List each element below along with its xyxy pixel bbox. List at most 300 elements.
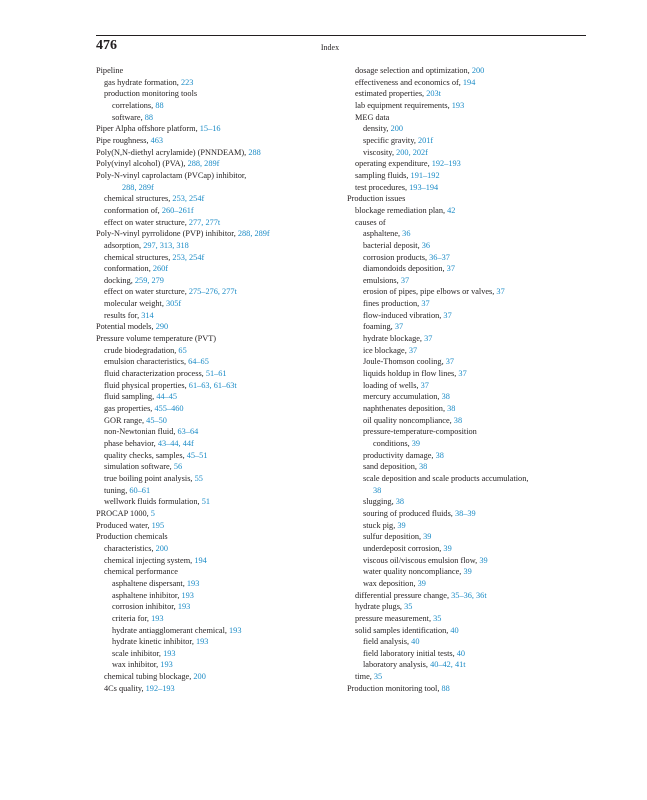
index-term: stuck pig,: [363, 520, 398, 530]
index-entry: [96, 590, 339, 602]
page-reference-link[interactable]: 35: [373, 672, 383, 682]
page-reference-link[interactable]: 56: [173, 462, 183, 472]
index-term: slugging,: [363, 497, 396, 507]
index-entry: [347, 65, 590, 77]
index-term: loading of wells,: [363, 380, 421, 390]
index-entry: [347, 147, 590, 159]
index-entry: [347, 275, 590, 287]
page-reference-link[interactable]: 200: [155, 543, 169, 553]
index-entry: [347, 368, 590, 380]
index-term: foaming,: [363, 322, 395, 332]
index-entry: [347, 228, 590, 240]
page-reference-link[interactable]: 61–63, 61–63t: [188, 380, 237, 390]
page-reference-link[interactable]: 253, 254f: [172, 252, 205, 262]
index-entry: [347, 298, 590, 310]
page-reference-link[interactable]: 194: [194, 555, 207, 565]
page-reference-link[interactable]: 37: [400, 275, 410, 285]
page-reference-link[interactable]: 200: [193, 672, 206, 682]
index-term: mercury accumulation,: [363, 392, 442, 402]
index-entry: [96, 555, 339, 567]
page-reference-link[interactable]: 39: [423, 532, 432, 542]
index-term: wax deposition,: [363, 578, 418, 588]
header-rule: [96, 35, 586, 36]
index-term: estimated properties,: [355, 89, 427, 99]
page-reference-link[interactable]: 290: [155, 322, 169, 332]
index-term: test procedures,: [355, 182, 410, 192]
index-term: souring of produced fluids,: [363, 508, 455, 518]
index-term: chemical structures,: [104, 252, 173, 262]
index-term: time,: [355, 672, 374, 682]
index-term: PROCAP 1000,: [96, 508, 151, 518]
index-entry: [347, 100, 590, 112]
index-term: chemical performance: [104, 567, 178, 577]
page-reference-link[interactable]: 88: [155, 100, 164, 110]
index-entry: [347, 578, 590, 590]
index-entry: [96, 65, 339, 77]
page-reference-link[interactable]: 40: [456, 648, 466, 658]
index-entry: [96, 659, 339, 671]
page-reference-link[interactable]: 253, 254f: [172, 194, 205, 204]
index-entry: [347, 415, 590, 427]
page-reference-link[interactable]: 201f: [417, 135, 434, 145]
page-reference-link[interactable]: 35: [404, 602, 413, 612]
index-term: 4Cs quality,: [104, 683, 146, 693]
index-term: correlations,: [112, 100, 156, 110]
page-reference-link[interactable]: 65: [178, 345, 187, 355]
page-reference-link[interactable]: 193: [160, 660, 173, 670]
index-entry: [96, 380, 339, 392]
page-reference-link[interactable]: 15–16: [199, 124, 221, 134]
page-reference-link[interactable]: 297, 313, 318: [143, 240, 189, 250]
page-reference-link[interactable]: 223: [180, 77, 194, 87]
page-reference-link[interactable]: 38: [395, 497, 405, 507]
index-term: naphthenates deposition,: [363, 404, 448, 414]
page-reference-link[interactable]: 193: [177, 602, 191, 612]
index-entry: [347, 438, 590, 450]
index-entry: [347, 531, 590, 543]
index-entry: [347, 543, 590, 555]
index-term: conformation,: [104, 264, 153, 274]
index-entry: [96, 496, 339, 508]
index-entry: [96, 671, 339, 683]
index-entry: [347, 403, 590, 415]
index-term: corrosion inhibitor,: [112, 602, 178, 612]
index-entry: [96, 636, 339, 648]
page-reference-link[interactable]: 37: [394, 322, 404, 332]
index-term: conformation of,: [104, 205, 162, 215]
index-term: emulsions,: [363, 275, 401, 285]
index-entry: [347, 240, 590, 252]
page-reference-link[interactable]: 195: [151, 520, 165, 530]
page-reference-link[interactable]: 38–39: [454, 508, 476, 518]
index-term: sulfur deposition,: [363, 532, 424, 542]
index-term: Pipeline: [96, 66, 124, 75]
index-term: Poly(N,N-diethyl acrylamide) (PNNDEAM),: [96, 147, 249, 157]
index-entry: [96, 263, 339, 275]
index-entry: [347, 566, 590, 578]
index-term: viscosity,: [363, 147, 397, 157]
page-reference-link[interactable]: 37: [421, 299, 430, 309]
page-reference-link[interactable]: 45–50: [146, 415, 167, 425]
index-term: asphaltene dispersant,: [112, 578, 187, 588]
index-term: erosion of pipes, pipe elbows or valves,: [363, 287, 497, 297]
index-entry: [347, 263, 590, 275]
index-term: conditions,: [373, 439, 412, 448]
index-term: flow-induced vibration,: [363, 310, 444, 320]
index-term: Pipe roughness,: [96, 135, 151, 145]
index-entry: [96, 135, 339, 147]
page-reference-link[interactable]: 260–261f: [161, 205, 194, 215]
page-reference-link[interactable]: 193: [186, 578, 200, 588]
page-reference-link[interactable]: 193: [229, 625, 242, 635]
index-term: effect on water structure,: [104, 217, 189, 227]
index-term: hydrate antiagglomerant chemical,: [112, 625, 230, 635]
index-term: water quality noncompliance,: [363, 567, 464, 577]
index-entry: [347, 356, 590, 368]
index-term: software,: [112, 112, 145, 122]
index-term: Production monitoring tool,: [347, 683, 442, 693]
page-reference-link[interactable]: 37: [443, 310, 452, 320]
index-entry: [96, 578, 339, 590]
index-entry: [96, 240, 339, 252]
page-reference-link[interactable]: 39: [397, 520, 406, 530]
index-entry: [347, 170, 590, 182]
page-reference-link[interactable]: 43–44, 44f: [157, 439, 194, 448]
index-entry: [96, 426, 339, 438]
index-entry: [96, 613, 339, 625]
index-entry: [96, 403, 339, 415]
index-entry: [347, 590, 590, 602]
index-term: ice blockage,: [363, 345, 409, 355]
index-entry: [347, 520, 590, 532]
index-entry: [96, 100, 339, 112]
index-entry: [96, 520, 339, 532]
index-entry: [347, 77, 590, 89]
page-reference-link[interactable]: 39: [417, 578, 426, 588]
index-term: pressure-temperature-composition: [363, 427, 477, 437]
index-entry: [347, 636, 590, 648]
index-entry: [96, 170, 339, 182]
index-entry: [347, 345, 590, 357]
page-reference-link[interactable]: 39: [479, 555, 488, 565]
page-reference-link[interactable]: 275–276, 277t: [188, 287, 237, 297]
index-entry: [96, 566, 339, 578]
index-entry: [96, 531, 339, 543]
page-reference-link[interactable]: 36–37: [429, 252, 450, 262]
index-term: liquids holdup in flow lines,: [363, 369, 459, 379]
page-reference-link[interactable]: 37: [458, 369, 467, 379]
index-term: solid samples identification,: [355, 625, 451, 635]
index-entry: [347, 252, 590, 264]
page-reference-link[interactable]: 38: [441, 392, 450, 402]
page-reference-link[interactable]: 288, 289f: [122, 182, 154, 192]
page-reference-link[interactable]: 38: [453, 415, 463, 425]
page-reference-link[interactable]: 36: [402, 229, 411, 239]
index-entry: [347, 205, 590, 217]
index-term: chemical structures,: [104, 194, 173, 204]
index-entry: [347, 473, 590, 485]
page-reference-link[interactable]: 88: [441, 683, 450, 693]
page-reference-link[interactable]: 51: [201, 497, 210, 507]
index-term: fluid sampling,: [104, 392, 157, 402]
index-entry: [347, 391, 590, 403]
page-reference-link[interactable]: 193–194: [409, 182, 439, 192]
page-reference-link[interactable]: 39: [411, 439, 421, 448]
index-entry: [96, 286, 339, 298]
index-term: Production chemicals: [96, 532, 168, 542]
index-entry: [347, 123, 590, 135]
index-entry: [347, 671, 590, 683]
index-term: gas hydrate formation,: [104, 77, 181, 87]
page-reference-link[interactable]: 55: [194, 473, 203, 483]
index-entry: [96, 543, 339, 555]
index-term: docking,: [104, 275, 135, 285]
index-term: hydrate kinetic inhibitor,: [112, 637, 196, 647]
index-term: chemical injecting system,: [104, 555, 195, 565]
page-reference-link[interactable]: 40: [411, 637, 420, 647]
index-term: GOR range,: [104, 415, 147, 425]
index-entry: [96, 391, 339, 403]
index-term: operating expenditure,: [355, 159, 432, 169]
index-entry: [96, 193, 339, 205]
page-reference-link[interactable]: 193: [181, 590, 194, 600]
index-term: differential pressure change,: [355, 590, 452, 600]
page-reference-link[interactable]: 35: [433, 613, 442, 623]
page-reference-link[interactable]: 259, 279: [134, 275, 164, 285]
index-entry: [96, 345, 339, 357]
page-reference-link[interactable]: 37: [408, 345, 418, 355]
index-term: tuning,: [104, 485, 130, 495]
running-head: Index: [320, 43, 340, 52]
index-term: Piper Alpha offshore platform,: [96, 124, 200, 134]
index-entry: [347, 380, 590, 392]
page-reference-link[interactable]: 288, 289f: [237, 229, 270, 239]
page-reference-link[interactable]: 193: [163, 648, 176, 658]
index-entry: [96, 485, 339, 497]
index-entry: [96, 356, 339, 368]
page-reference-link[interactable]: 463: [150, 135, 164, 145]
index-term: results for,: [104, 310, 142, 320]
page-number: 476: [96, 38, 117, 53]
page-reference-link[interactable]: 39: [463, 567, 472, 577]
page-reference-link[interactable]: 191–192: [410, 170, 440, 180]
index-term: true boiling point analysis,: [104, 473, 195, 483]
index-entry: [347, 555, 590, 567]
page-reference-link[interactable]: 40–42, 41t: [430, 660, 466, 670]
index-term: scale deposition and scale products accumulation,: [363, 473, 529, 483]
index-entry: [347, 508, 590, 520]
page-reference-link[interactable]: 37: [446, 264, 455, 274]
index-term: wax inhibitor,: [112, 660, 161, 670]
index-entry: [347, 217, 590, 229]
index-term: characteristics,: [104, 543, 156, 553]
index-entry: [347, 496, 590, 508]
index-term: simulation software,: [104, 462, 174, 472]
index-entry: [96, 252, 339, 264]
index-entry: [347, 182, 590, 194]
index-term: pressure measurement,: [355, 613, 434, 623]
index-term: Poly-N-vinyl caprolactam (PVCap) inhibitor,: [96, 170, 247, 180]
index-term: causes of: [355, 217, 386, 227]
page-reference-link[interactable]: 39: [443, 543, 452, 553]
index-term: field laboratory initial tests,: [363, 648, 457, 658]
page-reference-link[interactable]: 40: [450, 625, 459, 635]
index-term: emulsion characteristics,: [104, 357, 189, 367]
index-term: hydrate plugs,: [355, 602, 405, 612]
index-term: lab equipment requirements,: [355, 100, 452, 110]
index-term: Potential models,: [96, 322, 156, 332]
page-reference-link[interactable]: 193: [196, 637, 209, 647]
index-term: crude biodegradation,: [104, 345, 179, 355]
page-reference-link[interactable]: 51–61: [205, 369, 227, 379]
index-entry: [347, 601, 590, 613]
index-entry: [96, 473, 339, 485]
index-entry: [347, 683, 590, 695]
index-term: effectiveness and economics of,: [355, 77, 463, 87]
index-term: diamondoids deposition,: [363, 264, 447, 274]
index-term: Pressure volume temperature (PVT): [96, 334, 217, 344]
index-term: blockage remediation plan,: [355, 205, 448, 215]
page-reference-link[interactable]: 63–64: [177, 427, 199, 437]
index-entry: [347, 310, 590, 322]
index-entry: [96, 321, 339, 333]
index-term: fluid physical properties,: [104, 380, 189, 390]
page-reference-link[interactable]: 455–460: [154, 404, 184, 414]
page-reference-link[interactable]: 200: [471, 66, 485, 75]
index-term: Poly(vinyl alcohol) (PVA),: [96, 159, 188, 169]
index-term: quality checks, samples,: [104, 450, 187, 460]
page-reference-link[interactable]: 44–45: [156, 392, 178, 402]
page-reference-link[interactable]: 60–61: [129, 485, 151, 495]
index-entry: [96, 601, 339, 613]
index-entry: [96, 217, 339, 229]
index-entry: [347, 88, 590, 100]
index-term: chemical tubing blockage,: [104, 672, 194, 682]
page-reference-link[interactable]: 38: [419, 462, 428, 472]
index-term: corrosion products,: [363, 252, 430, 262]
index-term: scale inhibitor,: [112, 648, 164, 658]
page-reference-link[interactable]: 38: [447, 404, 456, 414]
index-term: sand deposition,: [363, 462, 419, 472]
page-reference-link[interactable]: 45–51: [186, 450, 208, 460]
page-reference-link[interactable]: 200, 202f: [396, 147, 428, 157]
index-entry: [96, 205, 339, 217]
page-reference-link[interactable]: 288, 289f: [187, 159, 220, 169]
page-reference-link[interactable]: 203t: [426, 89, 441, 99]
index-term: fines production,: [363, 299, 422, 309]
index-entry: [347, 286, 590, 298]
index-term: productivity damage,: [363, 450, 436, 460]
index-entry: [96, 298, 339, 310]
index-entry: [96, 147, 339, 159]
page-reference-link[interactable]: 288: [248, 147, 261, 157]
page-reference-link[interactable]: 305f: [165, 299, 182, 309]
index-entry: [347, 659, 590, 671]
index-term: asphaltene,: [363, 229, 403, 239]
index-entry: [347, 158, 590, 170]
page-reference-link[interactable]: 314: [141, 310, 154, 320]
index-entry: [347, 426, 590, 438]
page-reference-link[interactable]: 36: [421, 240, 431, 250]
page-reference-link[interactable]: 37: [496, 287, 505, 297]
page-reference-link[interactable]: 88: [144, 112, 154, 122]
index-term: laboratory analysis,: [363, 660, 431, 670]
page-reference-link[interactable]: 192–193: [145, 683, 175, 693]
page-reference-link[interactable]: 35–36, 36t: [451, 590, 487, 600]
index-column-right: [347, 65, 590, 694]
index-entry: [347, 135, 590, 147]
page-reference-link[interactable]: 37: [424, 334, 433, 344]
index-entry: [347, 461, 590, 473]
index-term: production monitoring tools: [104, 89, 198, 99]
index-entry: [96, 275, 339, 287]
index-term: oil quality noncompliance,: [363, 415, 454, 425]
page-reference-link[interactable]: 200: [390, 124, 404, 134]
index-entry: [96, 333, 339, 345]
page-reference-link[interactable]: 194: [462, 77, 476, 87]
index-entry: [347, 193, 590, 205]
index-entry: [96, 368, 339, 380]
page-reference-link[interactable]: 42: [447, 205, 456, 215]
page-reference-link[interactable]: 37: [420, 380, 429, 390]
index-term: dosage selection and optimization,: [355, 66, 472, 75]
index-term: non-Newtonian fluid,: [104, 427, 178, 437]
index-entry: [96, 438, 339, 450]
index-entry: [347, 648, 590, 660]
index-term: sampling fluids,: [355, 170, 411, 180]
page-reference-link[interactable]: 260f: [152, 264, 169, 274]
page-reference-link[interactable]: 37: [445, 357, 455, 367]
index-term: phase behavior,: [104, 439, 158, 448]
index-term: Production issues: [347, 194, 406, 204]
index-entry: [347, 450, 590, 462]
index-entry: [96, 415, 339, 427]
index-term: effect on water sturcture,: [104, 287, 189, 297]
index-term: field analysis,: [363, 637, 412, 647]
index-entry: [347, 613, 590, 625]
index-term: MEG data: [355, 112, 390, 122]
page-reference-link[interactable]: 64–65: [188, 357, 209, 367]
index-entry: [96, 508, 339, 520]
page-reference-link[interactable]: 5: [150, 508, 155, 518]
index-entry: [347, 112, 590, 124]
index-entry: [347, 485, 590, 497]
index-term: molecular weight,: [104, 299, 166, 309]
index-entry: [347, 625, 590, 637]
index-entry: [347, 321, 590, 333]
page-reference-link[interactable]: 38: [435, 450, 444, 460]
page-reference-link[interactable]: 277, 277t: [188, 217, 221, 227]
index-term: density,: [363, 124, 391, 134]
index-term: adsorption,: [104, 240, 144, 250]
index-entry: [347, 333, 590, 345]
index-entry: [96, 182, 339, 194]
index-entry: [96, 112, 339, 124]
page-reference-link[interactable]: 192–193: [431, 159, 461, 169]
index-entry: [96, 683, 339, 695]
index-entry: [96, 625, 339, 637]
index-entry: [96, 228, 339, 240]
index-term: bacterial deposit,: [363, 240, 422, 250]
page-reference-link[interactable]: 193: [151, 613, 164, 623]
index-term: criteria for,: [112, 613, 152, 623]
index-entry: [96, 310, 339, 322]
index-term: asphaltene inhibitor,: [112, 590, 182, 600]
page-reference-link[interactable]: 193: [451, 100, 465, 110]
page-reference-link[interactable]: 38: [373, 485, 382, 495]
index-term: fluid characterization process,: [104, 369, 206, 379]
index-entry: [96, 450, 339, 462]
